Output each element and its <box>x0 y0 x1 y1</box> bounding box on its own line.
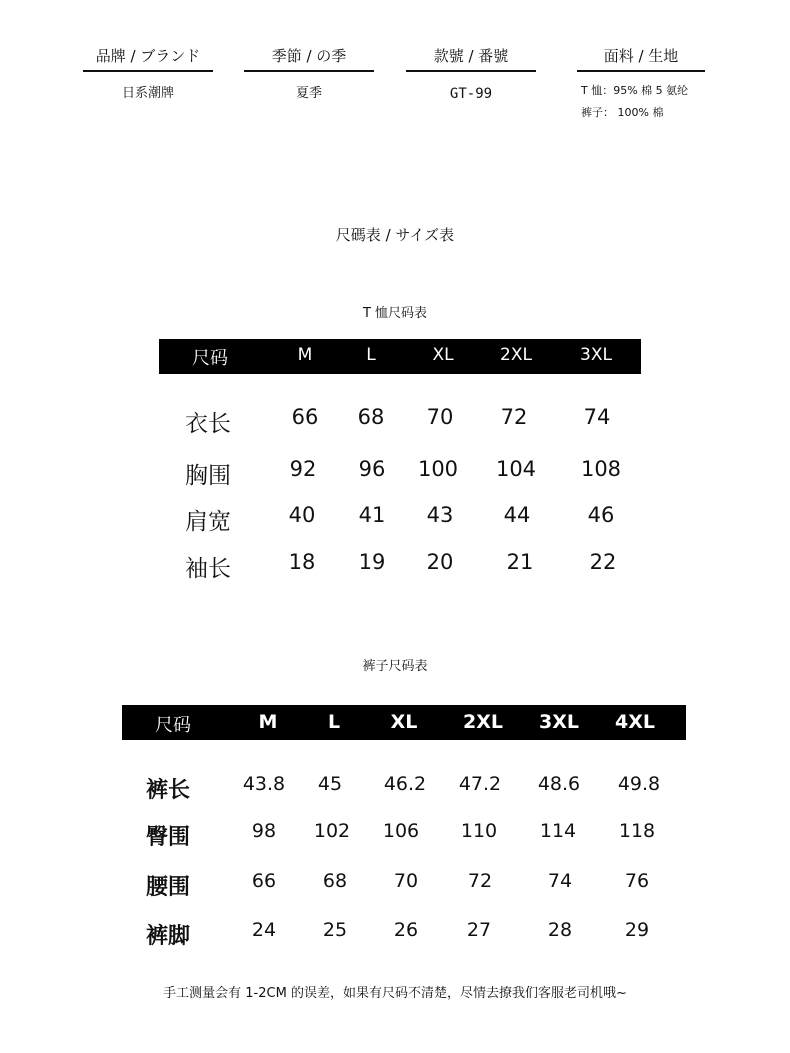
pants-row-label: 臀围 <box>146 825 191 850</box>
tshirt-cell: 104 <box>495 457 537 481</box>
tshirt-cell: 46 <box>587 503 615 527</box>
pants-cell: 43.8 <box>242 773 286 795</box>
pants-cell: 25 <box>322 919 348 941</box>
tshirt-cell: 43 <box>426 503 454 527</box>
pants-header-l: L <box>327 711 341 733</box>
brand-label: 品牌 / ブランド <box>83 46 213 72</box>
tshirt-header-3xl: 3XL <box>580 345 612 365</box>
tshirt-cell: 41 <box>358 503 386 527</box>
style-number-label: 款號 / 番號 <box>406 46 536 72</box>
pants-header-m: M <box>258 711 278 733</box>
fabric-label: 面料 / 生地 <box>577 46 705 72</box>
style-number-value: GT-99 <box>449 86 493 102</box>
pants-header-xl: XL <box>390 711 418 733</box>
pants-cell: 27 <box>466 919 492 941</box>
brand-info <box>83 46 213 104</box>
tshirt-header-2xl: 2XL <box>500 345 532 365</box>
pants-cell: 45 <box>317 773 343 795</box>
tshirt-cell: 74 <box>583 405 611 429</box>
tshirt-cell: 100 <box>417 457 459 481</box>
pants-cell: 98 <box>251 820 277 842</box>
season-info <box>244 46 374 104</box>
pants-cell: 49.8 <box>617 773 661 795</box>
pants-row-label: 裤脚 <box>146 924 191 949</box>
pants-cell: 46.2 <box>383 773 427 795</box>
pants-cell: 47.2 <box>458 773 502 795</box>
tshirt-cell: 70 <box>426 405 454 429</box>
tshirt-cell: 72 <box>500 405 528 429</box>
pants-header-3xl: 3XL <box>539 711 579 733</box>
fabric-info <box>577 46 705 124</box>
pants-cell: 28 <box>547 919 573 941</box>
tshirt-header-l: L <box>366 345 376 365</box>
pants-row-label: 腰围 <box>146 875 191 900</box>
pants-table-header <box>122 705 686 740</box>
tshirt-cell: 44 <box>503 503 531 527</box>
tshirt-row-label: 衣长 <box>185 411 231 437</box>
pants-cell: 26 <box>393 919 419 941</box>
pants-row-label: 裤长 <box>146 778 191 803</box>
pants-header-size: 尺码 <box>155 715 191 736</box>
tshirt-header-xl: XL <box>432 345 454 365</box>
tshirt-cell: 68 <box>357 405 385 429</box>
tshirt-cell: 40 <box>288 503 316 527</box>
brand-value: 日系潮牌 <box>121 86 174 101</box>
pants-cell: 110 <box>460 820 498 842</box>
tshirt-row-label: 胸围 <box>185 463 231 489</box>
tshirt-row-label: 袖长 <box>185 556 231 582</box>
pants-cell: 70 <box>393 870 419 892</box>
pants-cell: 24 <box>251 919 277 941</box>
season-value: 夏季 <box>295 86 322 101</box>
pants-cell: 72 <box>467 870 493 892</box>
pants-header-2xl: 2XL <box>463 711 503 733</box>
pants-cell: 74 <box>547 870 573 892</box>
pants-header-4xl: 4XL <box>615 711 655 733</box>
pants-cell: 68 <box>322 870 348 892</box>
tshirt-cell: 21 <box>506 550 534 574</box>
style-number-info <box>406 46 536 104</box>
pants-cell: 48.6 <box>537 773 581 795</box>
pants-cell: 106 <box>382 820 420 842</box>
tshirt-cell: 108 <box>580 457 622 481</box>
pants-cell: 102 <box>313 820 351 842</box>
tshirt-table-header <box>159 339 641 374</box>
tshirt-cell: 96 <box>358 457 386 481</box>
pants-table-title: 裤子尺码表 <box>362 659 428 674</box>
tshirt-row-label: 肩宽 <box>185 509 231 535</box>
tshirt-cell: 20 <box>426 550 454 574</box>
tshirt-table-title: T 恤尺码表 <box>362 306 428 321</box>
tshirt-cell: 92 <box>289 457 317 481</box>
tshirt-cell: 18 <box>288 550 316 574</box>
pants-cell: 114 <box>539 820 577 842</box>
tshirt-cell: 66 <box>291 405 319 429</box>
pants-cell: 66 <box>251 870 277 892</box>
tshirt-cell: 19 <box>358 550 386 574</box>
pants-cell: 118 <box>618 820 656 842</box>
tshirt-header-size: 尺码 <box>192 348 228 369</box>
tshirt-header-m: M <box>297 345 313 365</box>
pants-cell: 76 <box>624 870 650 892</box>
tshirt-cell: 22 <box>589 550 617 574</box>
season-label: 季節 / の季 <box>244 46 374 72</box>
size-chart-title: 尺碼表 / サイズ表 <box>335 226 455 244</box>
fabric-value-tshirt: T 恤：95% 棉 5 氨纶 <box>581 84 689 97</box>
fabric-value-pants: 裤子： 100% 棉 <box>581 106 664 119</box>
pants-cell: 29 <box>624 919 650 941</box>
measurement-note: 手工测量会有 1-2CM 的误差，如果有尺码不清楚，尽情去撩我们客服老司机哦~ <box>163 986 627 1001</box>
